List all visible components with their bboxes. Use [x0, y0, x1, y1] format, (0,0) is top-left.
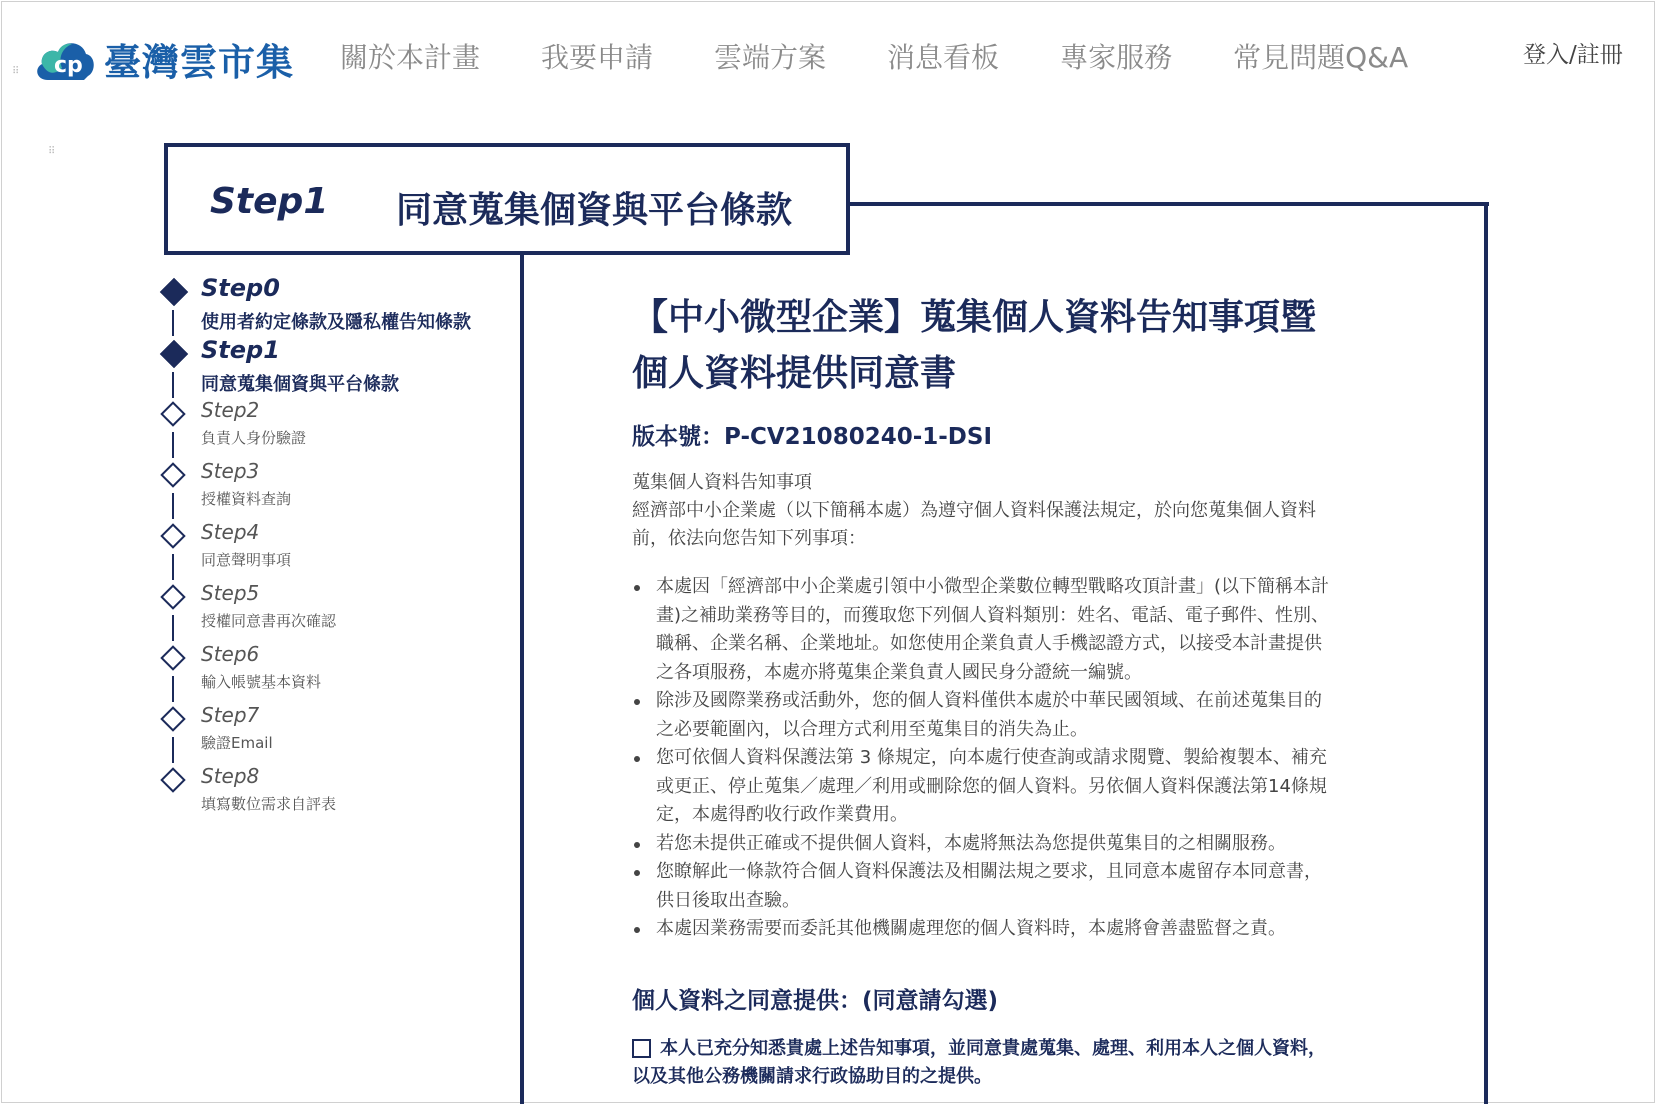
- step-label: Step2: [201, 398, 260, 422]
- step-desc: 填寫數位需求自評表: [201, 795, 337, 813]
- step-connector: [172, 615, 174, 641]
- svg-text:cp: cp: [54, 53, 83, 78]
- notice-line: 定，本處得酌收行政作業費用。: [656, 804, 908, 825]
- notice-line: 之必要範圍內，以合理方式利用至蒐集目的消失為止。: [656, 718, 1088, 740]
- document-title-line2: 個人資料提供同意書: [632, 353, 957, 394]
- nav-cloud-solutions[interactable]: 雲端方案: [714, 41, 827, 74]
- step-label: Step3: [201, 459, 260, 483]
- step-label: Step6: [201, 642, 260, 666]
- step-connector: [172, 372, 174, 398]
- current-step-heading: [164, 143, 850, 255]
- document-title-line1: 【中小微型企業】蒐集個人資料告知事項暨: [632, 297, 1317, 338]
- step-label: Step5: [201, 581, 260, 605]
- step-connector: [172, 310, 174, 336]
- notice-line: 供日後取出查驗。: [656, 889, 800, 911]
- intro-heading: 蒐集個人資料告知事項: [632, 472, 812, 493]
- notice-line: 畫)之補助業務等目的，而獲取您下列個人資料類別：姓名、電話、電子郵件、性別、: [656, 604, 1330, 626]
- step-desc: 授權資料查詢: [201, 490, 292, 508]
- site-logo[interactable]: [34, 32, 294, 86]
- consent-checkbox[interactable]: [632, 1039, 651, 1058]
- step-desc: 驗證Email: [201, 734, 273, 752]
- step-label: Step7: [201, 703, 260, 727]
- step-connector: [172, 554, 174, 580]
- notice-line: 或更正、停止蒐集／處理／利用或刪除您的個人資料。另依個人資料保護法第14條規: [656, 775, 1327, 797]
- notice-line: 除涉及國際業務或活動外，您的個人資料僅供本處於中華民國領域、在前述蒐集目的: [656, 690, 1322, 711]
- notice-item: [632, 915, 1372, 944]
- notice-item: [632, 573, 1372, 687]
- step-connector: [172, 432, 174, 458]
- drag-handle-icon: ⠿: [12, 66, 21, 77]
- drag-handle-icon: ⠿: [48, 146, 57, 157]
- logo-text: 臺灣雲市集: [104, 41, 294, 84]
- notice-item: [632, 858, 1372, 915]
- notice-line: 之各項服務，本處亦將蒐集企業負責人國民身分證統一編號。: [656, 661, 1142, 683]
- step-desc: 同意蒐集個資與平台條款: [201, 374, 399, 395]
- step-desc: 負責人身份驗證: [201, 429, 307, 447]
- step-desc: 輸入帳號基本資料: [201, 673, 322, 691]
- main-nav: [340, 36, 1469, 76]
- step-desc: 同意聲明事項: [201, 551, 292, 569]
- login-register-link[interactable]: 登入/註冊: [1523, 42, 1623, 68]
- notice-item: [632, 744, 1372, 830]
- notice-line: 職稱、企業名稱、企業地址。如您使用企業負責人手機認證方式，以接受本計畫提供: [656, 633, 1322, 654]
- step-connector: [172, 676, 174, 702]
- step-desc: 使用者約定條款及隱私權告知條款: [201, 312, 471, 333]
- site-header: [0, 0, 1656, 110]
- cloud-logo-icon: [34, 34, 98, 84]
- intro-line: 經濟部中小企業處（以下簡稱本處）為遵守個人資料保護法規定，於向您蒐集個人資料: [632, 500, 1316, 521]
- notice-line: 本處因業務需要而委託其他機關處理您的個人資料時，本處將會善盡監督之責。: [656, 918, 1286, 939]
- notice-line: 您瞭解此一條款符合個人資料保護法及相關法規之要求，且同意本處留存本同意書，: [656, 861, 1322, 882]
- step-label: Step0: [201, 274, 280, 302]
- notice-item: [632, 830, 1372, 859]
- nav-about[interactable]: 關於本計畫: [340, 41, 481, 74]
- notice-line: 您可依個人資料保護法第 3 條規定，向本處行使查詢或請求閱覽、製給複製本、補充: [656, 747, 1327, 768]
- version-number: 版本號：P-CV21080240-1-DSI: [632, 424, 993, 450]
- step-label: Step1: [201, 336, 280, 364]
- content-frame-left: [520, 253, 524, 1104]
- content-frame-right: [1484, 202, 1488, 1104]
- intro-line: 前，依法向您告知下列事項：: [632, 528, 866, 549]
- nav-apply[interactable]: 我要申請: [541, 41, 654, 74]
- current-step-number: Step1: [210, 181, 329, 222]
- document-title: [632, 290, 1372, 402]
- nav-faq[interactable]: 常見問題Q&A: [1233, 41, 1409, 74]
- step-label: Step8: [201, 764, 260, 788]
- nav-experts[interactable]: 專家服務: [1060, 41, 1173, 74]
- notice-item: [632, 687, 1372, 744]
- current-step-title: 同意蒐集個資與平台條款: [396, 190, 793, 231]
- notice-line: 本處因「經濟部中小企業處引領中小微型企業數位轉型戰略攻頂計畫」(以下簡稱本計: [656, 576, 1330, 597]
- content-frame-top: [848, 202, 1489, 206]
- consent-line: 以及其他公務機關請求行政協助目的之提供。: [632, 1065, 992, 1087]
- step-connector: [172, 737, 174, 763]
- notice-line: 若您未提供正確或不提供個人資料，本處將無法為您提供蒐集目的之相關服務。: [656, 832, 1286, 854]
- step-desc: 授權同意書再次確認: [201, 612, 337, 630]
- intro-text: [632, 469, 1372, 553]
- consent-document: [632, 290, 1372, 1091]
- consent-line: 本人已充分知悉貴處上述告知事項，並同意貴處蒐集、處理、利用本人之個人資料，: [660, 1037, 1326, 1059]
- step-connector: [172, 493, 174, 519]
- step-label: Step4: [201, 520, 260, 544]
- consent-statement: [632, 1035, 1372, 1091]
- nav-news[interactable]: 消息看板: [887, 41, 1000, 74]
- notice-items: [632, 573, 1372, 944]
- consent-section-title: 個人資料之同意提供：(同意請勾選): [632, 987, 999, 1014]
